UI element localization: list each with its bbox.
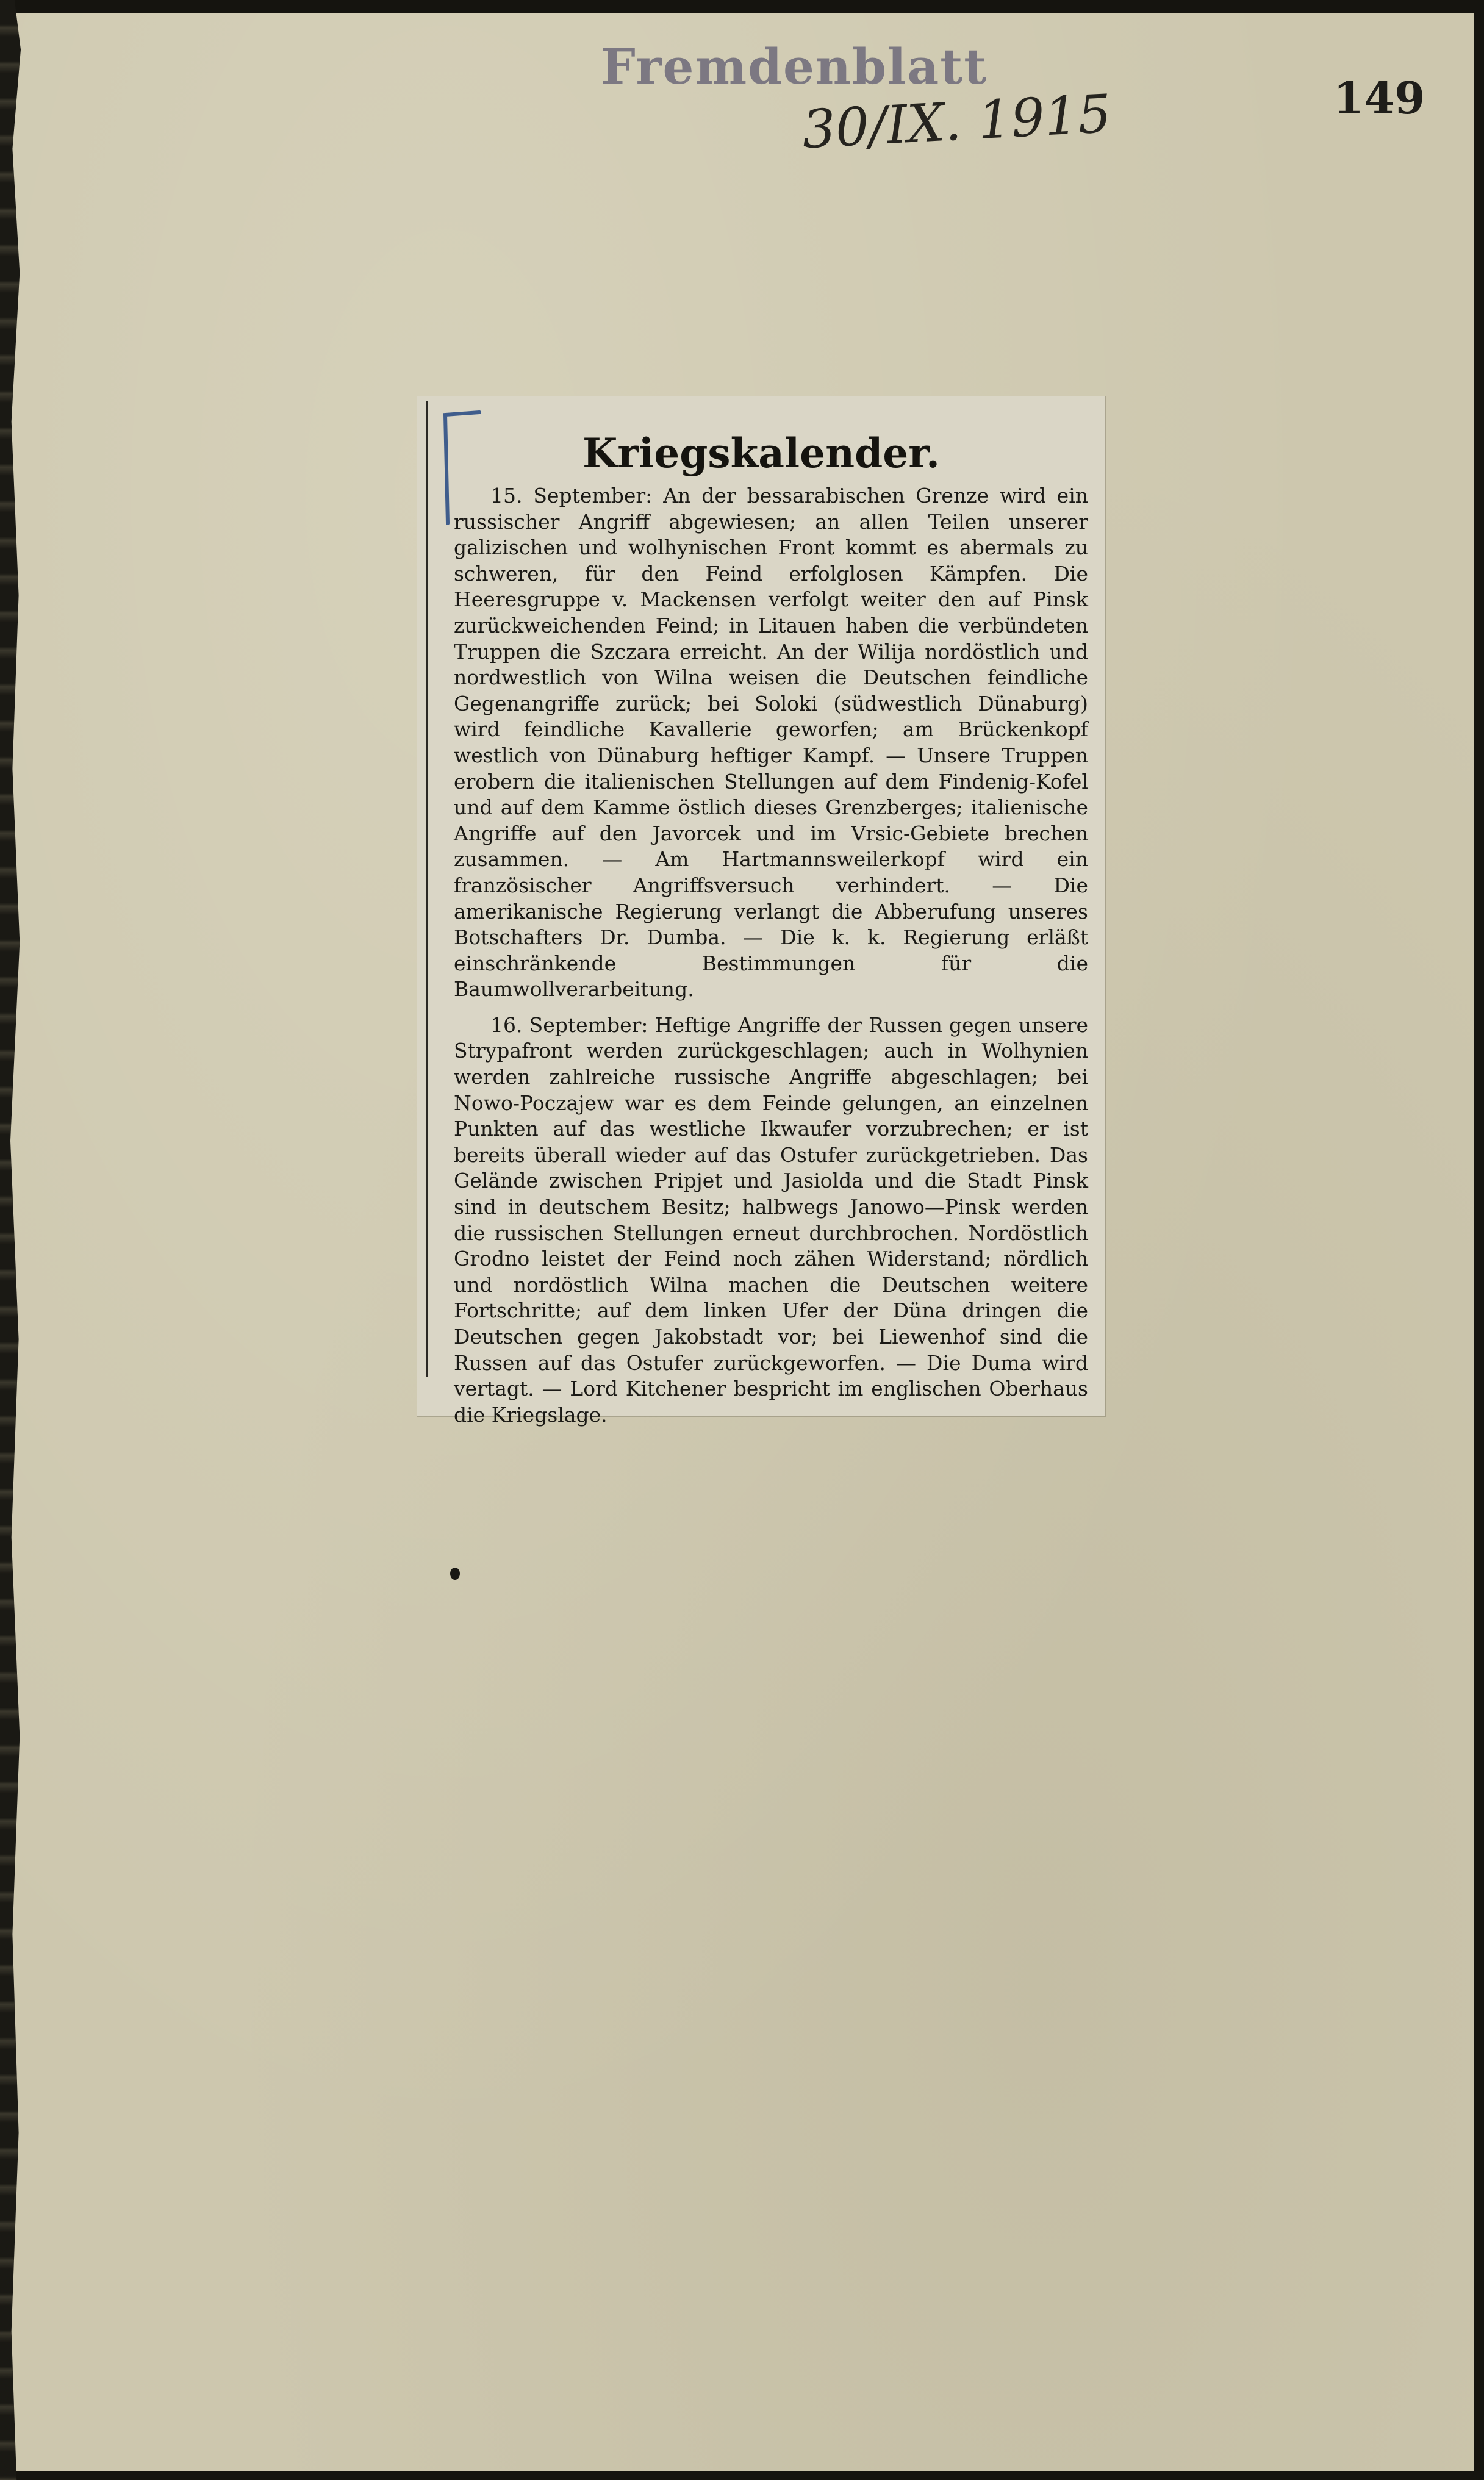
article-title: Kriegskalender.: [582, 429, 940, 477]
scan-border-top: [0, 0, 1484, 13]
clipping-border-line: [426, 401, 428, 1377]
ink-spot: [450, 1568, 460, 1580]
article-paragraph-sept-15: 15. September: An der bessarabischen Grenze wird ein russischer Angriff abgewiesen; an allen Teilen unserer galizischen und wolhynischen Front kommt es abermals zu schweren, für den Feind erfolglosen Kämpfen. Die Heeresgruppe v. Mackensen verfolgt weiter den auf Pinsk zurückweichenden Feind; in Litauen haben die verbündeten Truppen die Szczara erreicht. An der Wilija nordöstlich und nordwestlich von Wilna weisen die Deutschen feindliche Gegenangriffe zurück; bei Soloki (südwestlich Dünaburg) wird feindliche Kavallerie geworfen; am Brückenkopf westlich von Dünaburg heftiger Kampf. — Unsere Truppen erobern die italienischen Stellungen auf dem Findenig-Kofel und auf dem Kamme östlich dieses Grenzberges; italienische Angriffe auf den Javorcek und im Vrsic-Gebiete brechen zusammen. — Am Hartmannsweilerkopf wird ein französischer Angriffsversuch verhindert. — Die amerikanische Regierung verlangt die Abberufung unseres Botschafters Dr. Dumba. — Die k. k. Regierung erläßt einschränkende Bestimmungen für die Baumwollverarbeitung.: [454, 484, 1088, 1002]
page-number: 149: [1333, 72, 1425, 124]
article-paragraph-sept-16: 16. September: Heftige Angriffe der Russen gegen unsere Strypafront werden zurückgeschlagen; auch in Wolhynien werden zahlreiche russische Angriffe abgeschlagen; bei Nowo-Poczajew war es dem Feinde gelungen, an einzelnen Punkten auf das westliche Ikwaufer vorzubrechen; er ist bereits überall wieder auf das Ostufer zurückgetrieben. Das Gelände zwischen Pripjet und Jasiolda und die Stadt Pinsk sind in deutschem Besitz; halbwegs Janowo—Pinsk werden die russischen Stellungen erneut durchbrochen. Nordöstlich Grodno leistet der Feind noch zähen Widerstand; nördlich und nordöstlich Wilna machen die Deutschen weitere Fortschritte; auf dem linken Ufer der Düna dringen die Deutschen gegen Jakobstadt vor; bei Liewenhof sind die Russen auf das Ostufer zurückgeworfen. — Die Duma wird vertagt. — Lord Kitchener bespricht im englischen Oberhaus die Kriegslage.: [454, 1012, 1088, 1427]
source-stamp: Fremdenblatt: [601, 38, 988, 95]
torn-left-edge: [0, 0, 21, 2480]
newspaper-clipping: [417, 396, 1105, 1427]
handwritten-date: 30/IX. 1915: [800, 83, 1113, 161]
scan-border-right: [1474, 0, 1484, 2480]
article-body: [454, 483, 1088, 1438]
scan-border-bottom: [0, 2471, 1484, 2480]
